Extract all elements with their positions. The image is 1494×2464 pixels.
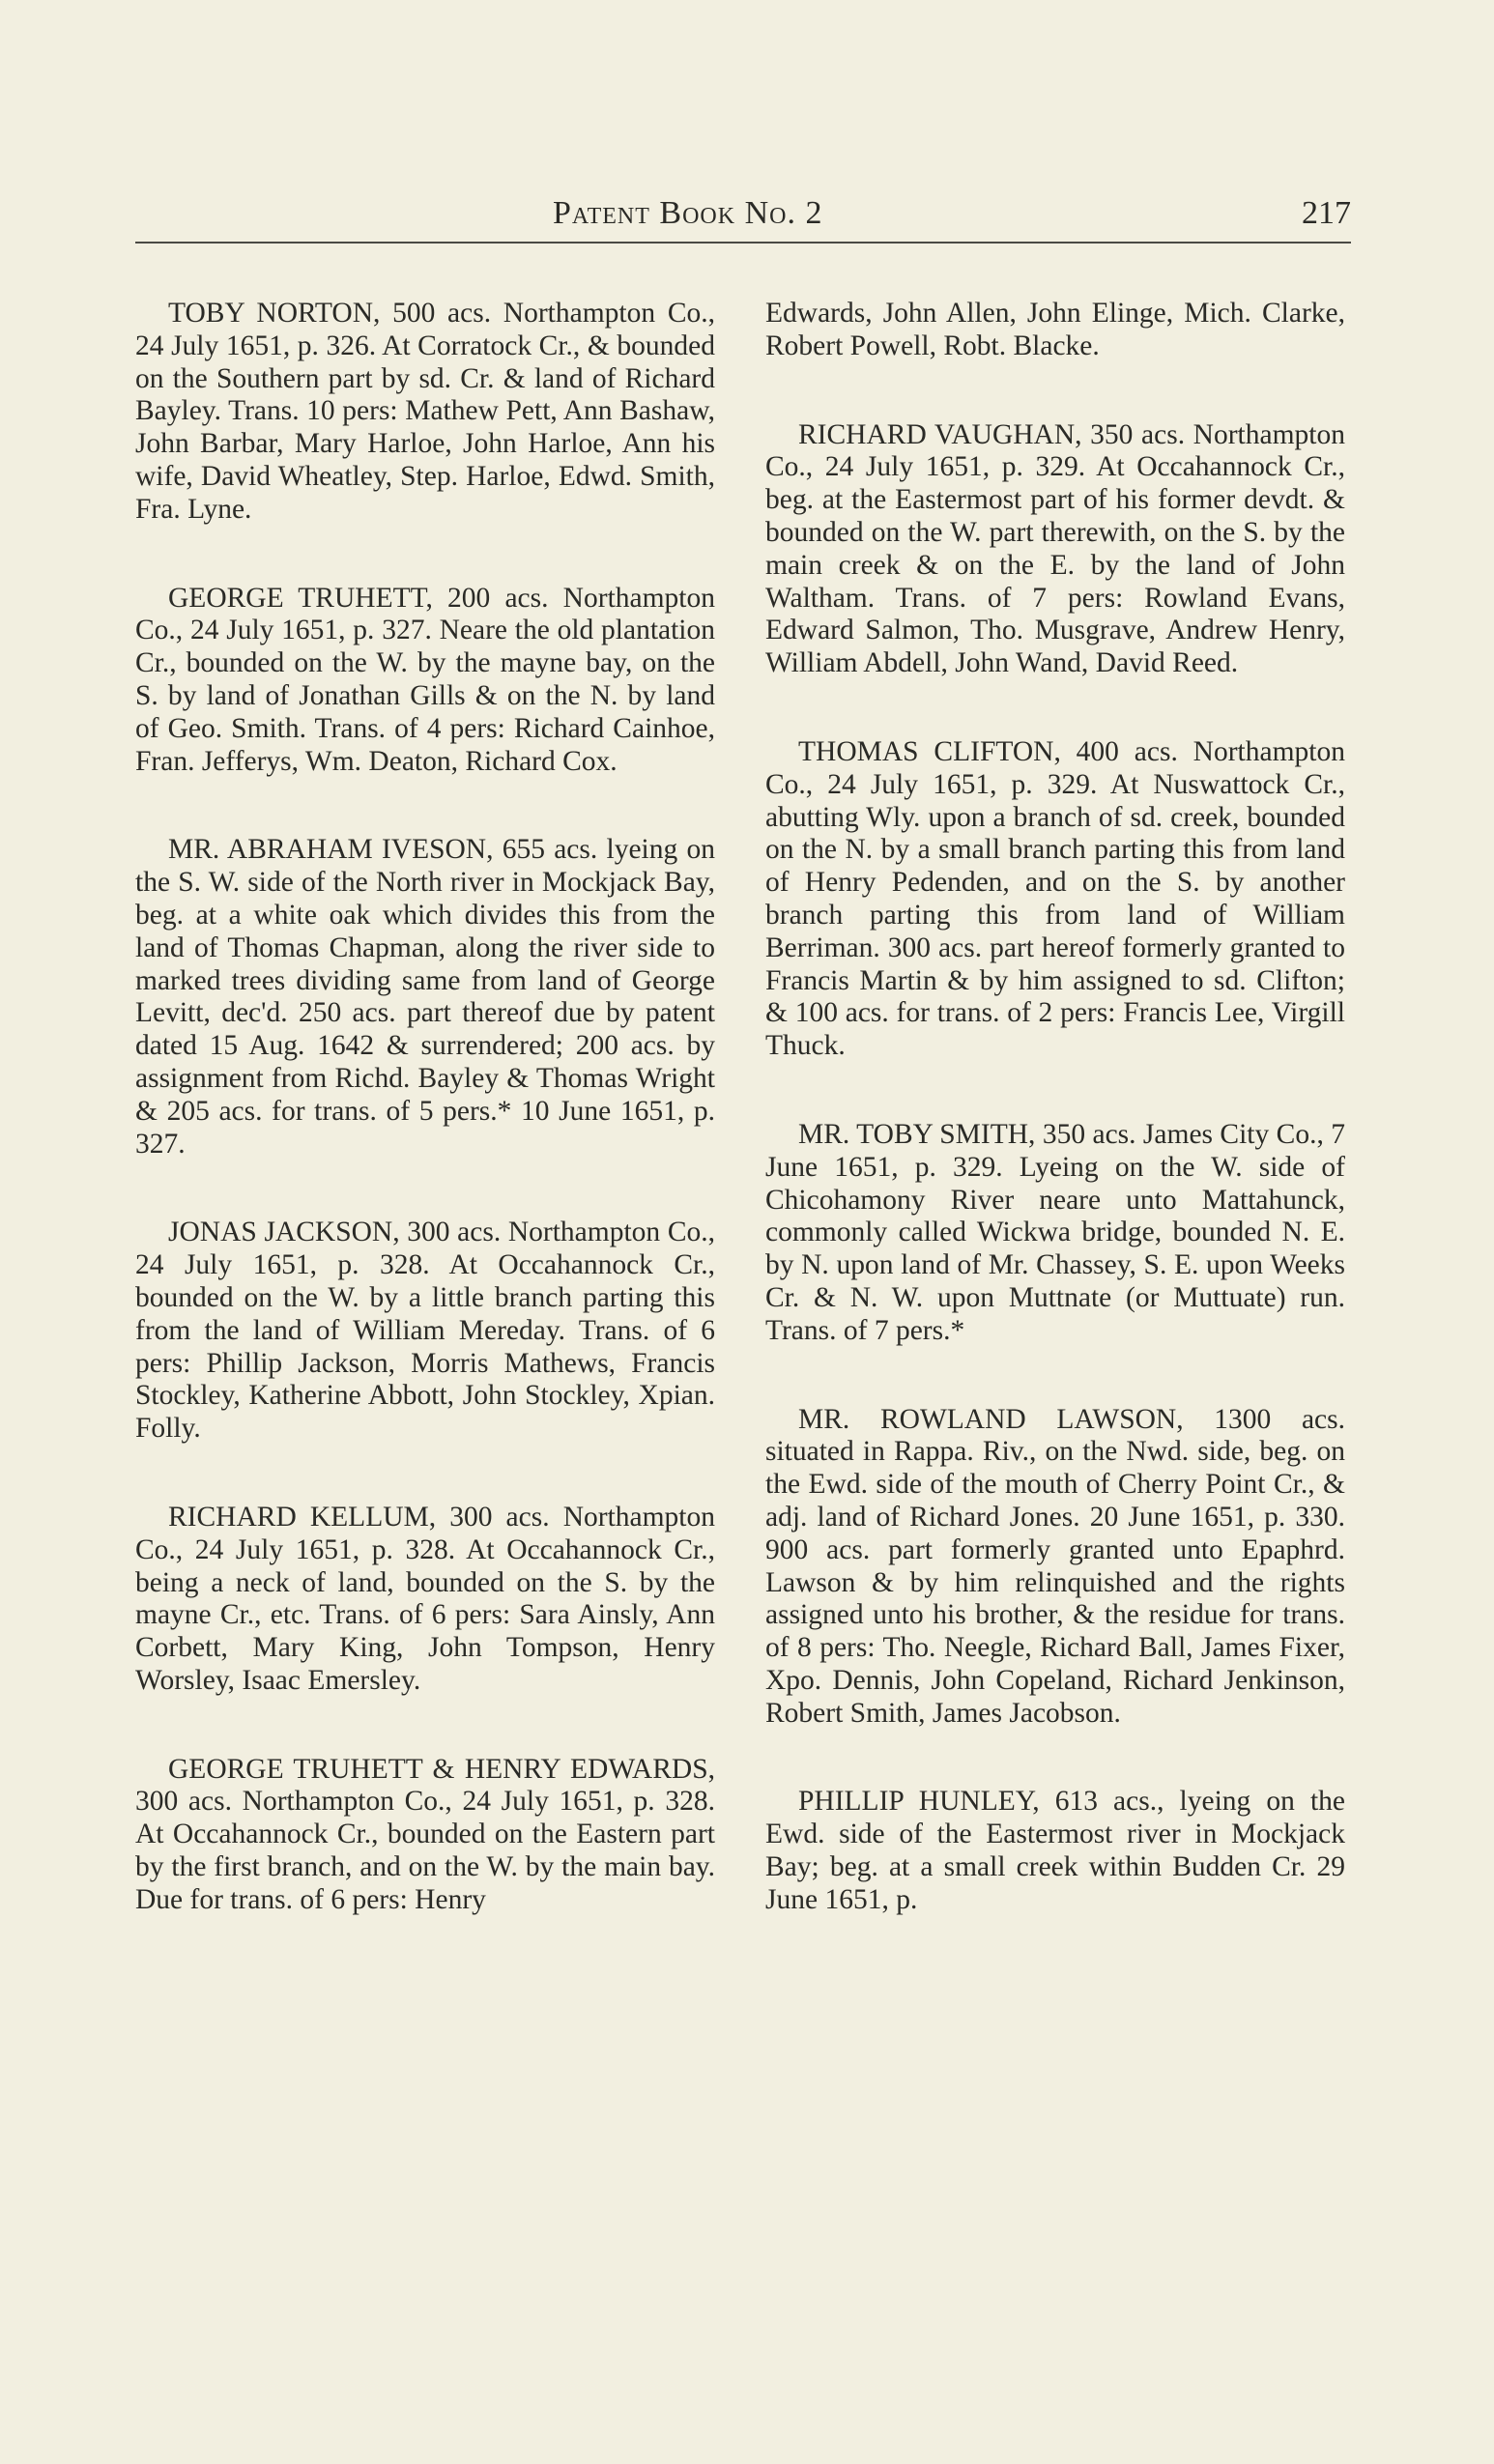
left-column xyxy=(135,298,715,1973)
patent-entry-rowland-lawson: MR. ROWLAND LAWSON, 1300 acs. situated in Rappa. Riv., on the Nwd. side, beg. on the Ewd. side of the mouth of Cherry Point Cr., & adj. land of Richard Jones. 20 June 1651, p. 330. 900 acs. part formerly granted unto Epaphrd. Lawson & by him relinquished and the rights assigned unto his brother, & the residue for trans. of 8 pers: Tho. Neegle, Richard Ball, James Fixer, Xpo. Dennis, John Copeland, Richard Jenkinson, Robert Smith, James Jacobson. xyxy=(765,1403,1345,1729)
patent-entry-jonas-jackson: JONAS JACKSON, 300 acs. Northampton Co., 24 July 1651, p. 328. At Occahannock Cr., bounded on the W. by a little branch parting this from the land of William Mereday. Trans. of 6 pers: Phillip Jackson, Morris Mathews, Francis Stockley, Katherine Abbott, John Stockley, Xpian. Folly. xyxy=(135,1217,715,1445)
patent-entry-abraham-iveson: MR. ABRAHAM IVESON, 655 acs. lyeing on the S. W. side of the North river in Mockjack Bay, beg. at a white oak which divides this from the land of Thomas Chapman, along the river side to marked trees dividing same from land of George Levitt, dec'd. 250 acs. part thereof due by patent dated 15 Aug. 1642 & surrendered; 200 acs. by assignment from Richd. Bayley & Thomas Wright & 205 acs. for trans. of 5 pers.* 10 June 1651, p. 327. xyxy=(135,834,715,1160)
patent-entry-truhett-edwards: GEORGE TRUHETT & HENRY EDWARDS, 300 acs. Northampton Co., 24 July 1651, p. 328. At Occahannock Cr., bounded on the Eastern part by the first branch, and on the W. by the main bay. Due for trans. of 6 pers: Henry xyxy=(135,1753,715,1915)
patent-entry-richard-vaughan: RICHARD VAUGHAN, 350 acs. Northampton Co., 24 July 1651, p. 329. At Occahannock Cr., beg. at the Eastermost part of his former devdt. & bounded on the W. part therewith, on the S. by the main creek & on the E. by the land of John Waltham. Trans. of 7 pers: Rowland Evans, Edward Salmon, Tho. Musgrave, Andrew Henry, William Abdell, John Wand, David Reed. xyxy=(765,418,1345,679)
right-column xyxy=(765,298,1345,1973)
patent-entry-toby-norton: TOBY NORTON, 500 acs. Northampton Co., 24 July 1651, p. 326. At Corratock Cr., & bounded on the Southern part by sd. Cr. & land of Richard Bayley. Trans. 10 pers: Mathew Pett, Ann Bashaw, John Barbar, Mary Harloe, John Harloe, Ann his wife, David Wheatley, Step. Harloe, Edwd. Smith, Fra. Lyne. xyxy=(135,298,715,525)
patent-entry-richard-kellum: RICHARD KELLUM, 300 acs. Northampton Co., 24 July 1651, p. 328. At Occahannock Cr., being a neck of land, bounded on the S. by the mayne Cr., etc. Trans. of 6 pers: Sara Ainsly, Ann Corbett, Mary King, John Tompson, Henry Worsley, Isaac Emersley. xyxy=(135,1501,715,1696)
header-rule xyxy=(135,242,1351,244)
patent-entry-thomas-clifton: THOMAS CLIFTON, 400 acs. Northampton Co., 24 July 1651, p. 329. At Nuswattock Cr., abutting Wly. upon a branch of sd. creek, bounded on the N. by a small branch parting this from land of Henry Pedenden, and on the S. by another branch parting this from land of William Berriman. 300 acs. part hereof formerly granted to Francis Martin & by him assigned to sd. Clifton; & 100 acs. for trans. of 2 pers: Francis Lee, Virgill Thuck. xyxy=(765,735,1345,1062)
page-number: 217 xyxy=(1302,195,1351,231)
running-title: Patent Book No. 2 xyxy=(553,195,823,231)
patent-entry-continuation: Edwards, John Allen, John Elinge, Mich. Clarke, Robert Powell, Robt. Blacke. xyxy=(765,298,1345,361)
running-header xyxy=(135,195,1351,244)
patent-entry-george-truhett: GEORGE TRUHETT, 200 acs. Northampton Co., 24 July 1651, p. 327. Neare the old plantation Cr., bounded on the W. by the mayne bay, on the S. by land of Jonathan Gills & on the N. by land of Geo. Smith. Trans. of 4 pers: Richard Cainhoe, Fran. Jefferys, Wm. Deaton, Richard Cox. xyxy=(135,582,715,777)
patent-entry-toby-smith: MR. TOBY SMITH, 350 acs. James City Co., 7 June 1651, p. 329. Lyeing on the W. side of Chicohamony River neare unto Mattahunck, commonly called Wickwa bridge, bounded N. E. by N. upon land of Mr. Chassey, S. E. upon Weeks Cr. & N. W. upon Muttnate (or Muttuate) run. Trans. of 7 pers.* xyxy=(765,1118,1345,1346)
patent-entry-phillip-hunley: PHILLIP HUNLEY, 613 acs., lyeing on the Ewd. side of the Eastermost river in Mockjack Bay; beg. at a small creek within Budden Cr. 29 June 1651, p. xyxy=(765,1786,1345,1915)
